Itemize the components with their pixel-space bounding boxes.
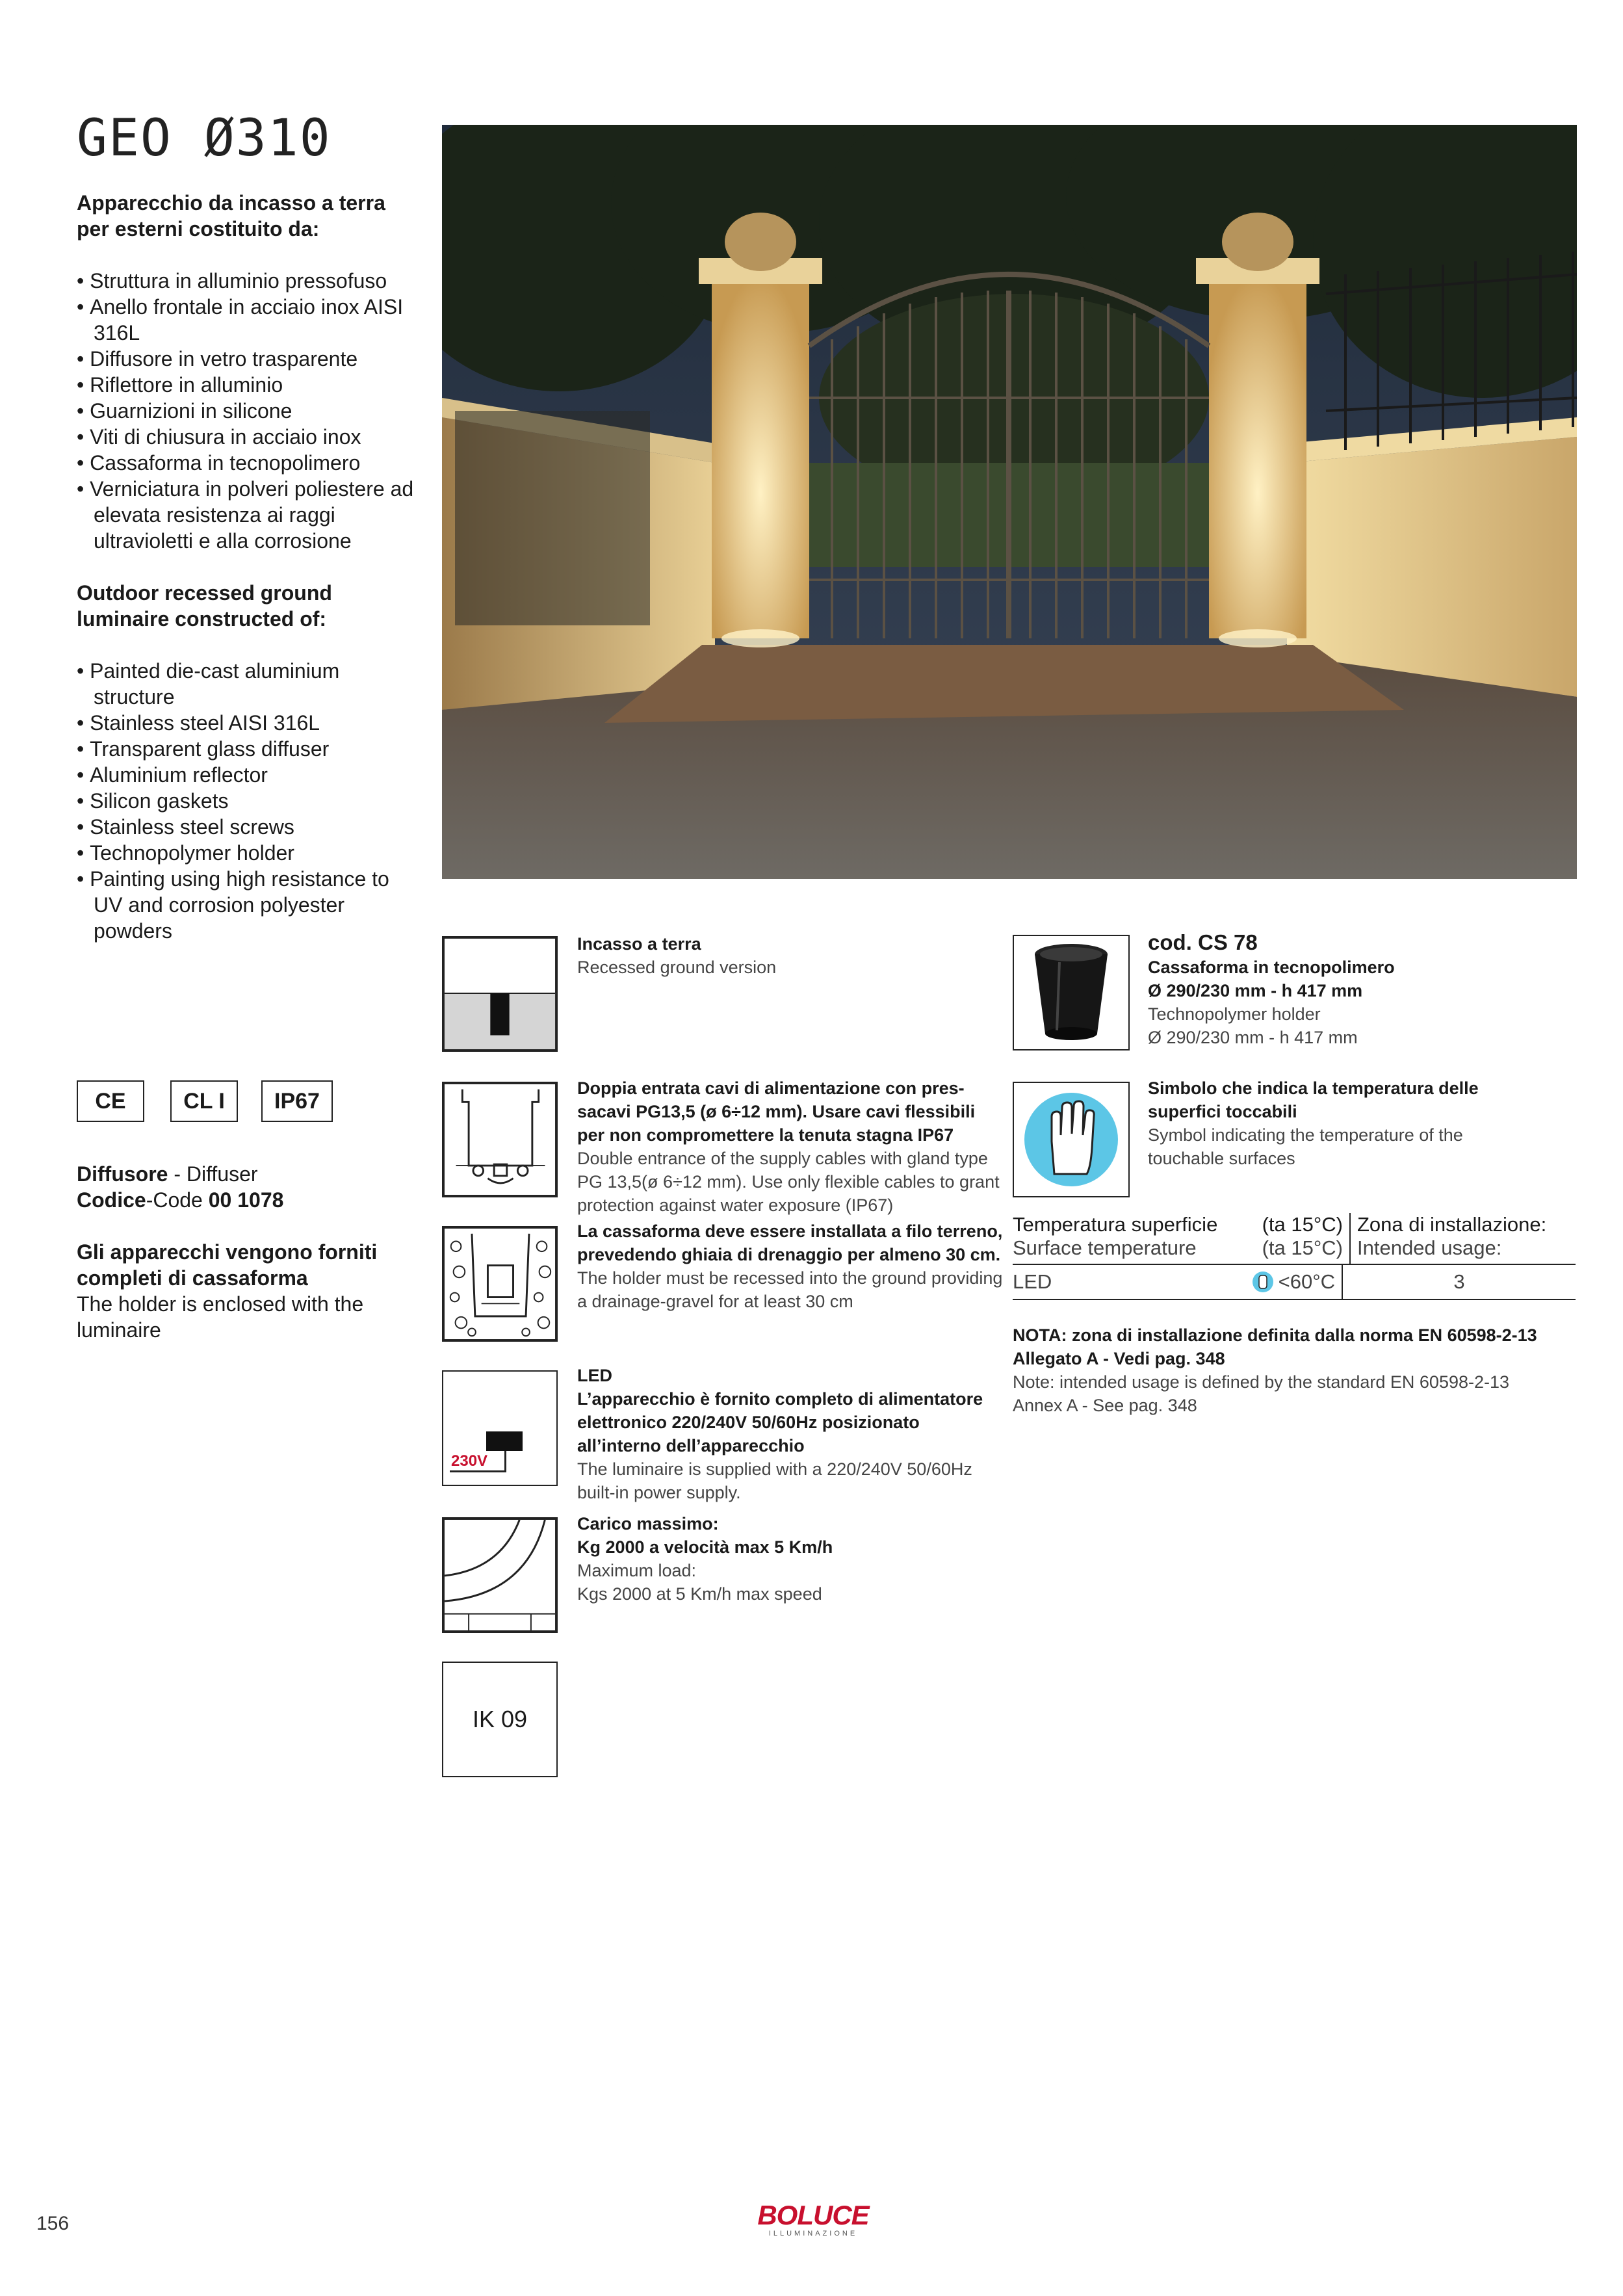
load-it1: Carico massimo: xyxy=(577,1514,719,1533)
holder-image xyxy=(1013,935,1130,1050)
drainage-gravel-icon xyxy=(442,1226,558,1342)
temp-header-it-ta: (ta 15°C) xyxy=(1262,1213,1343,1236)
max-load-text xyxy=(577,1512,1006,1606)
list-item: • Guarnizioni in silicone xyxy=(77,398,415,424)
list-item: • Silicon gaskets xyxy=(77,788,415,814)
cable-entry-icon xyxy=(442,1082,558,1197)
list-item: • Technopolymer holder xyxy=(77,840,415,866)
load-en1: Maximum load: xyxy=(577,1561,697,1580)
zone-header xyxy=(1351,1213,1546,1264)
temp-header-en: Surface temperature xyxy=(1013,1236,1197,1259)
holder-code: cod. CS 78 xyxy=(1148,930,1258,954)
ik-rating-badge: IK 09 xyxy=(442,1662,558,1777)
list-item: • Stainless steel AISI 316L xyxy=(77,710,415,736)
supply-note-en: The holder is enclosed with the luminaire xyxy=(77,1292,364,1342)
led-supply-text xyxy=(577,1364,1006,1504)
led-title: LED xyxy=(577,1366,612,1385)
temperature-table xyxy=(1013,1213,1576,1300)
drainage-it: La cassaforma deve essere installata a filo terreno, prevedendo ghiaia di drenaggio per almeno 30 cm. xyxy=(577,1221,1003,1264)
brand-sub: ILLUMINAZIONE xyxy=(768,2230,858,2237)
row-label: LED xyxy=(1013,1270,1052,1293)
list-item: • Diffusore in vetro trasparente xyxy=(77,346,415,372)
recessed-it: Incasso a terra xyxy=(577,934,701,954)
code-label: Codice xyxy=(77,1188,146,1212)
page-number: 156 xyxy=(36,2213,70,2234)
page-title: GEO Ø310 xyxy=(77,109,331,168)
temp-symbol-en: Symbol indicating the temperature of the touchable surfaces xyxy=(1148,1125,1463,1168)
list-item: • Verniciatura in polveri poliestere ad elevata resistenza ai raggi ultravioletti e alla corrosione xyxy=(77,476,415,554)
diffuser-label-en: - Diffuser xyxy=(168,1162,258,1186)
row-temp: <60°C xyxy=(1278,1270,1335,1293)
list-item: • Riflettore in alluminio xyxy=(77,372,415,398)
supply-note-it: Gli apparecchi vengono forniti completi di cassaforma xyxy=(77,1240,378,1290)
zone-header-it: Zona di installazione: xyxy=(1357,1213,1547,1236)
installation-note xyxy=(1013,1324,1585,1417)
class-badge: CL I xyxy=(170,1080,238,1122)
holder-bucket-icon xyxy=(1014,936,1128,1049)
intro-en-heading: Outdoor recessed ground luminaire constructed of: xyxy=(77,581,332,631)
table-row xyxy=(1013,1265,1576,1300)
code-label-en: -Code xyxy=(146,1188,209,1212)
voltage-label: 230V xyxy=(451,1452,488,1470)
note-it1: NOTA: zona di installazione definita dalla norma EN 60598-2-13 xyxy=(1013,1325,1537,1345)
diffuser-label: Diffusore xyxy=(77,1162,168,1186)
zone-header-en: Intended usage: xyxy=(1357,1236,1502,1259)
brand-name: BOLUCE xyxy=(757,2200,869,2230)
list-item: • Anello frontale in acciaio inox AISI 316L xyxy=(77,294,415,346)
intro-it-heading: Apparecchio da incasso a terra per esterni costituito da: xyxy=(77,191,385,241)
row-zone: 3 xyxy=(1453,1270,1465,1293)
cables-en: Double entrance of the supply cables with gland type PG 13,5(ø 6÷12 mm). Use only flexible cables to grant protection against water exposure (IP67) xyxy=(577,1149,1000,1215)
holder-en2: Ø 290/230 mm - h 417 mm xyxy=(1148,1028,1358,1047)
description-column xyxy=(77,190,415,944)
cables-it: Doppia entrata cavi di alimentazione con pres-sacavi PG13,5 (ø 6÷12 mm). Usare cavi flessibili per non compromettere la tenuta stagna IP67 xyxy=(577,1078,976,1145)
holder-it1: Cassaforma in tecnopolimero xyxy=(1148,958,1395,977)
note-en1: Note: intended usage is defined by the standard EN 60598-2-13 xyxy=(1013,1372,1510,1392)
power-supply-icon xyxy=(442,1370,558,1486)
list-item: • Aluminium reflector xyxy=(77,762,415,788)
list-item: • Transparent glass diffuser xyxy=(77,736,415,762)
recessed-en: Recessed ground version xyxy=(577,958,777,977)
brand-logo xyxy=(751,2201,875,2237)
cable-entry-text xyxy=(577,1076,1006,1217)
list-item: • Struttura in alluminio pressofuso xyxy=(77,268,415,294)
ip-rating-badge: IP67 xyxy=(261,1080,333,1122)
max-load-icon xyxy=(442,1517,558,1633)
drainage-text xyxy=(577,1220,1006,1313)
holder-text xyxy=(1148,930,1577,1049)
intro-en-list xyxy=(77,658,415,944)
recessed-ground-text xyxy=(577,932,1019,979)
note-it2: Allegato A - Vedi pag. 348 xyxy=(1013,1349,1225,1368)
led-it: L’apparecchio è fornito completo di alimentatore elettronico 220/240V 50/60Hz posizionato all’interno dell’apparecchio xyxy=(577,1389,983,1455)
list-item: • Viti di chiusura in acciaio inox xyxy=(77,424,415,450)
temp-header-en-ta: (ta 15°C) xyxy=(1262,1236,1343,1259)
load-it2: Kg 2000 a velocità max 5 Km/h xyxy=(577,1537,833,1557)
diffuser-code-block xyxy=(77,1161,428,1343)
code-value: 00 1078 xyxy=(208,1188,284,1212)
note-en2: Annex A - See pag. 348 xyxy=(1013,1396,1197,1415)
list-item: • Painted die-cast aluminium structure xyxy=(77,658,415,710)
list-item: • Painting using high resistance to UV and corrosion polyester powders xyxy=(77,866,415,944)
hand-icon xyxy=(1251,1270,1275,1294)
temp-header-it: Temperatura superficie xyxy=(1013,1213,1218,1236)
touch-temperature-icon xyxy=(1013,1082,1130,1197)
temp-header xyxy=(1013,1213,1351,1264)
hand-icon xyxy=(1014,1083,1128,1196)
recessed-ground-icon xyxy=(442,936,558,1052)
list-item: • Cassaforma in tecnopolimero xyxy=(77,450,415,476)
holder-it2: Ø 290/230 mm - h 417 mm xyxy=(1148,981,1363,1000)
load-en2: Kgs 2000 at 5 Km/h max speed xyxy=(577,1584,822,1604)
temperature-symbol-text xyxy=(1148,1076,1577,1170)
temp-symbol-it: Simbolo che indica la temperatura delle superfici toccabili xyxy=(1148,1078,1479,1121)
ce-mark-icon: CE xyxy=(77,1080,144,1122)
led-en: The luminaire is supplied with a 220/240V 50/60Hz built-in power supply. xyxy=(577,1459,972,1502)
drainage-en: The holder must be recessed into the ground providing a drainage-gravel for at least 30 cm xyxy=(577,1268,1003,1311)
holder-en1: Technopolymer holder xyxy=(1148,1004,1321,1024)
product-photo xyxy=(442,125,1577,879)
list-item: • Stainless steel screws xyxy=(77,814,415,840)
intro-it-list xyxy=(77,268,415,554)
